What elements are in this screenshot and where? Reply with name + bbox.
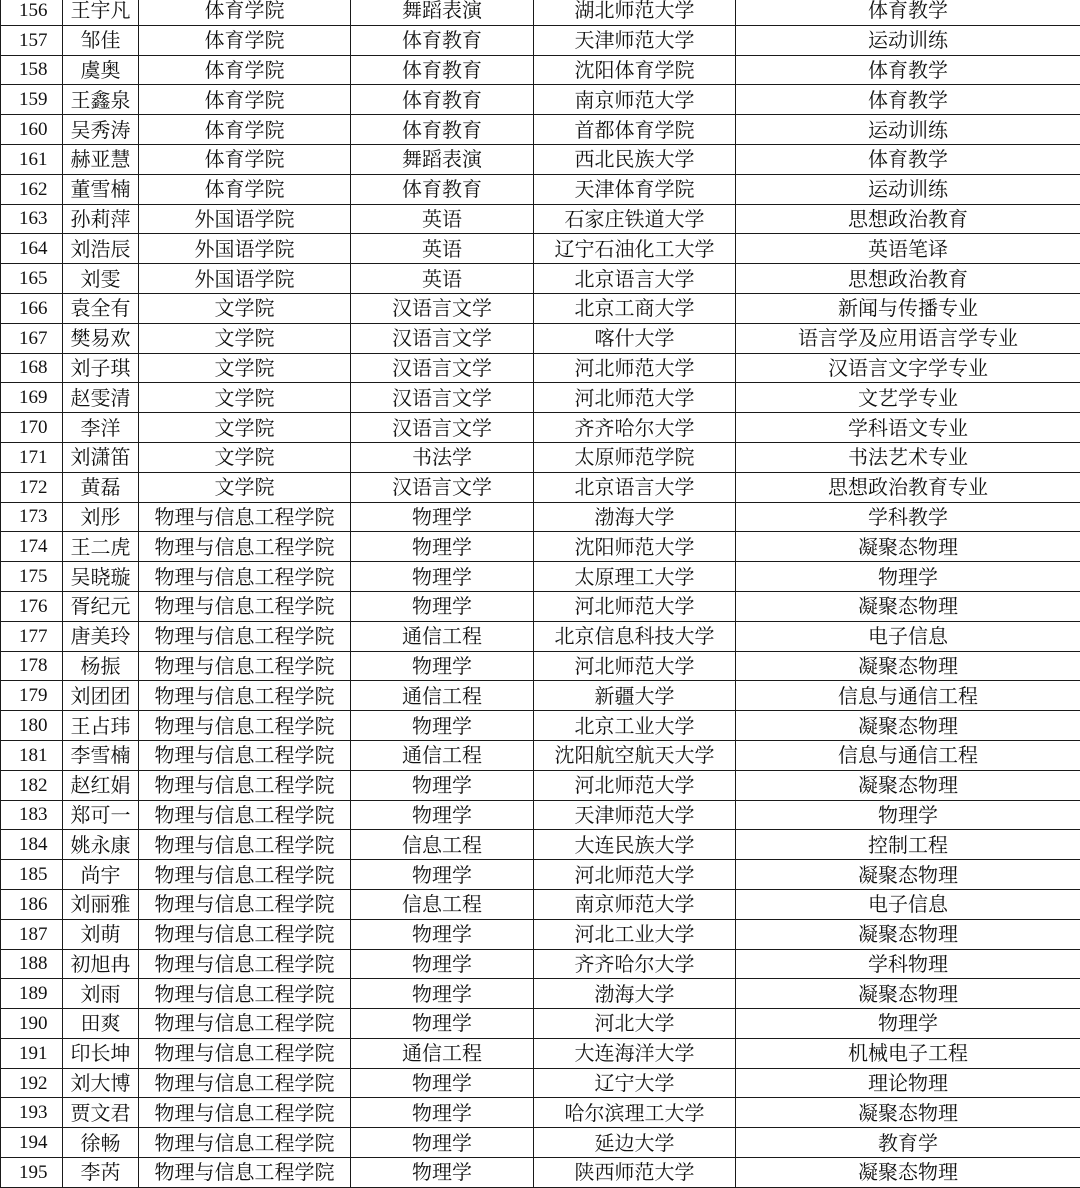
college-cell: 文学院 [139, 442, 351, 472]
admitted-university-cell: 河北师范大学 [534, 383, 736, 413]
admitted-university-cell: 天津体育学院 [534, 174, 736, 204]
admitted-university-cell: 大连海洋大学 [534, 1038, 736, 1068]
undergrad-major-cell: 物理学 [351, 502, 534, 532]
table-row [1, 1098, 1080, 1128]
admitted-university-cell: 太原师范学院 [534, 442, 736, 472]
graduate-major-cell: 电子信息 [736, 621, 1080, 651]
undergrad-major-cell: 物理学 [351, 770, 534, 800]
admitted-university-cell: 渤海大学 [534, 502, 736, 532]
table-row [1, 949, 1080, 979]
table-row [1, 264, 1080, 294]
graduate-major-cell: 物理学 [736, 800, 1080, 830]
undergrad-major-cell: 体育教育 [351, 55, 534, 85]
undergrad-major-cell: 信息工程 [351, 830, 534, 860]
table-row [1, 711, 1080, 741]
row-number-cell: 177 [1, 621, 63, 651]
undergrad-major-cell: 物理学 [351, 562, 534, 592]
undergrad-major-cell: 物理学 [351, 1009, 534, 1039]
undergrad-major-cell: 物理学 [351, 1068, 534, 1098]
undergrad-major-cell: 汉语言文学 [351, 413, 534, 443]
row-number-cell: 161 [1, 144, 63, 174]
student-name-cell: 李洋 [63, 413, 139, 443]
graduate-major-cell: 凝聚态物理 [736, 979, 1080, 1009]
college-cell: 物理与信息工程学院 [139, 681, 351, 711]
graduate-major-cell: 体育教学 [736, 0, 1080, 25]
college-cell: 物理与信息工程学院 [139, 1038, 351, 1068]
student-name-cell: 刘雯 [63, 264, 139, 294]
student-name-cell: 郑可一 [63, 800, 139, 830]
row-number-cell: 184 [1, 830, 63, 860]
student-name-cell: 李雪楠 [63, 740, 139, 770]
admitted-university-cell: 北京工业大学 [534, 711, 736, 741]
undergrad-major-cell: 物理学 [351, 711, 534, 741]
undergrad-major-cell: 通信工程 [351, 681, 534, 711]
table-row [1, 293, 1080, 323]
graduate-major-cell: 凝聚态物理 [736, 591, 1080, 621]
row-number-cell: 163 [1, 204, 63, 234]
admitted-university-cell: 河北师范大学 [534, 651, 736, 681]
row-number-cell: 172 [1, 472, 63, 502]
table-row [1, 472, 1080, 502]
college-cell: 物理与信息工程学院 [139, 919, 351, 949]
graduate-major-cell: 运动训练 [736, 25, 1080, 55]
admitted-university-cell: 沈阳航空航天大学 [534, 740, 736, 770]
college-cell: 物理与信息工程学院 [139, 979, 351, 1009]
student-name-cell: 刘彤 [63, 502, 139, 532]
row-number-cell: 160 [1, 115, 63, 145]
college-cell: 物理与信息工程学院 [139, 740, 351, 770]
student-name-cell: 黄磊 [63, 472, 139, 502]
student-name-cell: 胥纪元 [63, 591, 139, 621]
student-name-cell: 虞奥 [63, 55, 139, 85]
college-cell: 物理与信息工程学院 [139, 1068, 351, 1098]
table-row [1, 532, 1080, 562]
college-cell: 物理与信息工程学院 [139, 830, 351, 860]
college-cell: 外国语学院 [139, 264, 351, 294]
table-row [1, 174, 1080, 204]
graduate-major-cell: 电子信息 [736, 889, 1080, 919]
admitted-university-cell: 西北民族大学 [534, 144, 736, 174]
table-row [1, 25, 1080, 55]
undergrad-major-cell: 书法学 [351, 442, 534, 472]
undergrad-major-cell: 物理学 [351, 532, 534, 562]
table-row [1, 860, 1080, 890]
graduate-major-cell: 运动训练 [736, 174, 1080, 204]
graduate-major-cell: 学科语文专业 [736, 413, 1080, 443]
graduate-major-cell: 运动训练 [736, 115, 1080, 145]
row-number-cell: 162 [1, 174, 63, 204]
row-number-cell: 157 [1, 25, 63, 55]
student-name-cell: 赫亚慧 [63, 144, 139, 174]
undergrad-major-cell: 汉语言文学 [351, 472, 534, 502]
table-row [1, 889, 1080, 919]
graduate-major-cell: 思想政治教育 [736, 264, 1080, 294]
undergrad-major-cell: 英语 [351, 234, 534, 264]
college-cell: 文学院 [139, 472, 351, 502]
admitted-university-cell: 河北师范大学 [534, 353, 736, 383]
row-number-cell: 178 [1, 651, 63, 681]
student-name-cell: 姚永康 [63, 830, 139, 860]
undergrad-major-cell: 物理学 [351, 860, 534, 890]
admitted-university-cell: 河北师范大学 [534, 770, 736, 800]
graduate-major-cell: 文艺学专业 [736, 383, 1080, 413]
undergrad-major-cell: 物理学 [351, 919, 534, 949]
row-number-cell: 169 [1, 383, 63, 413]
admitted-university-cell: 太原理工大学 [534, 562, 736, 592]
table-row [1, 591, 1080, 621]
student-name-cell: 王宇凡 [63, 0, 139, 25]
row-number-cell: 166 [1, 293, 63, 323]
graduate-major-cell: 教育学 [736, 1128, 1080, 1158]
row-number-cell: 193 [1, 1098, 63, 1128]
row-number-cell: 159 [1, 85, 63, 115]
admitted-university-cell: 北京信息科技大学 [534, 621, 736, 651]
admitted-university-cell: 延边大学 [534, 1128, 736, 1158]
undergrad-major-cell: 物理学 [351, 1098, 534, 1128]
college-cell: 物理与信息工程学院 [139, 621, 351, 651]
student-name-cell: 刘子琪 [63, 353, 139, 383]
undergrad-major-cell: 物理学 [351, 979, 534, 1009]
graduate-major-cell: 体育教学 [736, 144, 1080, 174]
admitted-university-cell: 南京师范大学 [534, 889, 736, 919]
student-name-cell: 王占玮 [63, 711, 139, 741]
table-row [1, 681, 1080, 711]
graduate-major-cell: 物理学 [736, 562, 1080, 592]
row-number-cell: 192 [1, 1068, 63, 1098]
college-cell: 物理与信息工程学院 [139, 1158, 351, 1188]
graduate-major-cell: 思想政治教育 [736, 204, 1080, 234]
row-number-cell: 156 [1, 0, 63, 25]
undergrad-major-cell: 物理学 [351, 949, 534, 979]
admitted-university-cell: 北京语言大学 [534, 472, 736, 502]
table-row [1, 144, 1080, 174]
table-row [1, 979, 1080, 1009]
college-cell: 物理与信息工程学院 [139, 1098, 351, 1128]
admitted-university-cell: 湖北师范大学 [534, 0, 736, 25]
college-cell: 体育学院 [139, 85, 351, 115]
student-name-cell: 王二虎 [63, 532, 139, 562]
table-row [1, 562, 1080, 592]
undergrad-major-cell: 物理学 [351, 1128, 534, 1158]
college-cell: 体育学院 [139, 0, 351, 25]
graduate-major-cell: 信息与通信工程 [736, 681, 1080, 711]
undergrad-major-cell: 体育教育 [351, 25, 534, 55]
graduate-major-cell: 思想政治教育专业 [736, 472, 1080, 502]
admitted-university-cell: 河北师范大学 [534, 860, 736, 890]
row-number-cell: 191 [1, 1038, 63, 1068]
table-row [1, 740, 1080, 770]
undergrad-major-cell: 英语 [351, 204, 534, 234]
student-name-cell: 刘雨 [63, 979, 139, 1009]
row-number-cell: 179 [1, 681, 63, 711]
student-name-cell: 孙莉萍 [63, 204, 139, 234]
graduate-major-cell: 学科教学 [736, 502, 1080, 532]
row-number-cell: 190 [1, 1009, 63, 1039]
college-cell: 外国语学院 [139, 204, 351, 234]
row-number-cell: 180 [1, 711, 63, 741]
college-cell: 物理与信息工程学院 [139, 502, 351, 532]
student-name-cell: 赵红娟 [63, 770, 139, 800]
graduate-major-cell: 凝聚态物理 [736, 711, 1080, 741]
student-name-cell: 赵雯清 [63, 383, 139, 413]
undergrad-major-cell: 汉语言文学 [351, 383, 534, 413]
undergrad-major-cell: 信息工程 [351, 889, 534, 919]
graduate-major-cell: 控制工程 [736, 830, 1080, 860]
student-name-cell: 李芮 [63, 1158, 139, 1188]
table-row [1, 55, 1080, 85]
college-cell: 物理与信息工程学院 [139, 532, 351, 562]
graduate-major-cell: 凝聚态物理 [736, 919, 1080, 949]
graduate-major-cell: 凝聚态物理 [736, 770, 1080, 800]
college-cell: 物理与信息工程学院 [139, 651, 351, 681]
graduate-major-cell: 体育教学 [736, 55, 1080, 85]
row-number-cell: 158 [1, 55, 63, 85]
row-number-cell: 194 [1, 1128, 63, 1158]
student-name-cell: 邹佳 [63, 25, 139, 55]
student-name-cell: 印长坤 [63, 1038, 139, 1068]
row-number-cell: 183 [1, 800, 63, 830]
admitted-university-cell: 哈尔滨理工大学 [534, 1098, 736, 1128]
student-name-cell: 樊易欢 [63, 323, 139, 353]
graduate-major-cell: 书法艺术专业 [736, 442, 1080, 472]
row-number-cell: 167 [1, 323, 63, 353]
graduate-major-cell: 新闻与传播专业 [736, 293, 1080, 323]
row-number-cell: 187 [1, 919, 63, 949]
undergrad-major-cell: 汉语言文学 [351, 353, 534, 383]
undergrad-major-cell: 英语 [351, 264, 534, 294]
college-cell: 文学院 [139, 353, 351, 383]
admitted-university-cell: 喀什大学 [534, 323, 736, 353]
college-cell: 体育学院 [139, 25, 351, 55]
row-number-cell: 189 [1, 979, 63, 1009]
student-name-cell: 杨振 [63, 651, 139, 681]
college-cell: 外国语学院 [139, 234, 351, 264]
row-number-cell: 185 [1, 860, 63, 890]
row-number-cell: 171 [1, 442, 63, 472]
college-cell: 体育学院 [139, 115, 351, 145]
table-row [1, 830, 1080, 860]
row-number-cell: 170 [1, 413, 63, 443]
college-cell: 体育学院 [139, 144, 351, 174]
college-cell: 体育学院 [139, 55, 351, 85]
table-row [1, 442, 1080, 472]
table-row [1, 1038, 1080, 1068]
admitted-university-cell: 齐齐哈尔大学 [534, 413, 736, 443]
undergrad-major-cell: 舞蹈表演 [351, 0, 534, 25]
table-row [1, 85, 1080, 115]
college-cell: 物理与信息工程学院 [139, 562, 351, 592]
student-name-cell: 唐美玲 [63, 621, 139, 651]
admitted-university-cell: 沈阳师范大学 [534, 532, 736, 562]
undergrad-major-cell: 体育教育 [351, 174, 534, 204]
student-name-cell: 贾文君 [63, 1098, 139, 1128]
table-row [1, 621, 1080, 651]
student-name-cell: 吴晓璇 [63, 562, 139, 592]
student-name-cell: 徐畅 [63, 1128, 139, 1158]
graduate-major-cell: 凝聚态物理 [736, 860, 1080, 890]
admitted-university-cell: 齐齐哈尔大学 [534, 949, 736, 979]
row-number-cell: 182 [1, 770, 63, 800]
row-number-cell: 168 [1, 353, 63, 383]
admitted-university-cell: 河北师范大学 [534, 591, 736, 621]
graduate-major-cell: 凝聚态物理 [736, 651, 1080, 681]
table-row [1, 1128, 1080, 1158]
undergrad-major-cell: 体育教育 [351, 115, 534, 145]
admitted-university-cell: 南京师范大学 [534, 85, 736, 115]
row-number-cell: 165 [1, 264, 63, 294]
row-number-cell: 175 [1, 562, 63, 592]
admitted-university-cell: 石家庄铁道大学 [534, 204, 736, 234]
table-row [1, 1158, 1080, 1188]
college-cell: 体育学院 [139, 174, 351, 204]
student-name-cell: 刘萌 [63, 919, 139, 949]
graduate-major-cell: 凝聚态物理 [736, 1158, 1080, 1188]
table-row [1, 800, 1080, 830]
admitted-university-cell: 陕西师范大学 [534, 1158, 736, 1188]
admitted-university-cell: 河北大学 [534, 1009, 736, 1039]
college-cell: 文学院 [139, 413, 351, 443]
undergrad-major-cell: 通信工程 [351, 740, 534, 770]
undergrad-major-cell: 物理学 [351, 651, 534, 681]
row-number-cell: 188 [1, 949, 63, 979]
student-name-cell: 吴秀涛 [63, 115, 139, 145]
row-number-cell: 174 [1, 532, 63, 562]
table-row [1, 502, 1080, 532]
graduate-major-cell: 体育教学 [736, 85, 1080, 115]
table-row [1, 323, 1080, 353]
table-row [1, 1068, 1080, 1098]
college-cell: 物理与信息工程学院 [139, 889, 351, 919]
admitted-university-cell: 北京语言大学 [534, 264, 736, 294]
admitted-university-cell: 首都体育学院 [534, 115, 736, 145]
college-cell: 物理与信息工程学院 [139, 770, 351, 800]
graduate-major-cell: 凝聚态物理 [736, 532, 1080, 562]
student-name-cell: 尚宇 [63, 860, 139, 890]
undergrad-major-cell: 通信工程 [351, 1038, 534, 1068]
graduate-major-cell: 物理学 [736, 1009, 1080, 1039]
table-row [1, 651, 1080, 681]
college-cell: 文学院 [139, 323, 351, 353]
undergrad-major-cell: 物理学 [351, 1158, 534, 1188]
undergrad-major-cell: 通信工程 [351, 621, 534, 651]
table-row [1, 770, 1080, 800]
student-name-cell: 刘团团 [63, 681, 139, 711]
admitted-university-cell: 河北工业大学 [534, 919, 736, 949]
student-name-cell: 刘丽雅 [63, 889, 139, 919]
undergrad-major-cell: 物理学 [351, 591, 534, 621]
graduate-major-cell: 机械电子工程 [736, 1038, 1080, 1068]
admitted-university-cell: 辽宁石油化工大学 [534, 234, 736, 264]
table-row [1, 413, 1080, 443]
college-cell: 物理与信息工程学院 [139, 860, 351, 890]
table-row [1, 919, 1080, 949]
table-row [1, 1009, 1080, 1039]
row-number-cell: 164 [1, 234, 63, 264]
row-number-cell: 176 [1, 591, 63, 621]
table-row [1, 383, 1080, 413]
student-name-cell: 袁全有 [63, 293, 139, 323]
table-row [1, 0, 1080, 25]
college-cell: 物理与信息工程学院 [139, 1009, 351, 1039]
student-name-cell: 王鑫泉 [63, 85, 139, 115]
student-name-cell: 初旭冉 [63, 949, 139, 979]
admission-table-body [1, 0, 1080, 1187]
admitted-university-cell: 天津师范大学 [534, 25, 736, 55]
college-cell: 文学院 [139, 293, 351, 323]
row-number-cell: 186 [1, 889, 63, 919]
graduate-major-cell: 凝聚态物理 [736, 1098, 1080, 1128]
table-row [1, 234, 1080, 264]
undergrad-major-cell: 汉语言文学 [351, 323, 534, 353]
admitted-university-cell: 北京工商大学 [534, 293, 736, 323]
graduate-major-cell: 汉语言文字学专业 [736, 353, 1080, 383]
college-cell: 文学院 [139, 383, 351, 413]
student-name-cell: 刘潇笛 [63, 442, 139, 472]
admitted-university-cell: 辽宁大学 [534, 1068, 736, 1098]
undergrad-major-cell: 物理学 [351, 800, 534, 830]
graduate-major-cell: 学科物理 [736, 949, 1080, 979]
college-cell: 物理与信息工程学院 [139, 1128, 351, 1158]
row-number-cell: 195 [1, 1158, 63, 1188]
row-number-cell: 181 [1, 740, 63, 770]
admitted-university-cell: 新疆大学 [534, 681, 736, 711]
student-name-cell: 田爽 [63, 1009, 139, 1039]
graduate-major-cell: 理论物理 [736, 1068, 1080, 1098]
admitted-university-cell: 大连民族大学 [534, 830, 736, 860]
college-cell: 物理与信息工程学院 [139, 800, 351, 830]
table-row [1, 204, 1080, 234]
graduate-major-cell: 语言学及应用语言学专业 [736, 323, 1080, 353]
admitted-university-cell: 渤海大学 [534, 979, 736, 1009]
undergrad-major-cell: 汉语言文学 [351, 293, 534, 323]
undergrad-major-cell: 体育教育 [351, 85, 534, 115]
graduate-major-cell: 信息与通信工程 [736, 740, 1080, 770]
row-number-cell: 173 [1, 502, 63, 532]
undergrad-major-cell: 舞蹈表演 [351, 144, 534, 174]
admitted-university-cell: 沈阳体育学院 [534, 55, 736, 85]
college-cell: 物理与信息工程学院 [139, 591, 351, 621]
table-row [1, 115, 1080, 145]
college-cell: 物理与信息工程学院 [139, 711, 351, 741]
student-name-cell: 刘大博 [63, 1068, 139, 1098]
student-name-cell: 董雪楠 [63, 174, 139, 204]
graduate-major-cell: 英语笔译 [736, 234, 1080, 264]
student-name-cell: 刘浩辰 [63, 234, 139, 264]
table-row [1, 353, 1080, 383]
college-cell: 物理与信息工程学院 [139, 949, 351, 979]
admitted-university-cell: 天津师范大学 [534, 800, 736, 830]
